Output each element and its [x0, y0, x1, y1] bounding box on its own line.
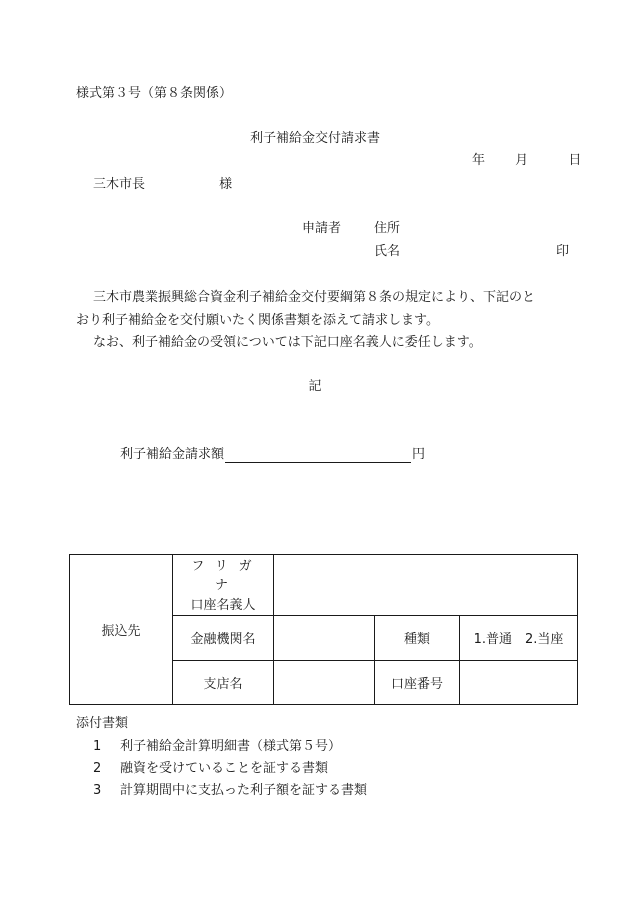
form-number: 様式第３号（第８条関係） [76, 86, 233, 101]
account-holder-field[interactable] [274, 593, 578, 615]
account-type-label: 種類 [375, 615, 460, 660]
account-type-options: 1.普通 2.当座 [460, 615, 578, 660]
claim-amount-field[interactable] [225, 448, 411, 463]
body-text-line-2: おり利子補給金を交付願いたく関係書類を添えて請求します。 [76, 313, 439, 328]
transfer-table [69, 554, 578, 705]
attachment-number: 3 [93, 783, 102, 798]
claim-amount-line [120, 447, 425, 463]
addressee [93, 177, 232, 193]
bank-name-field[interactable] [274, 615, 375, 660]
attachment-number: 1 [93, 739, 102, 754]
attachment-item [93, 761, 328, 777]
branch-name-label: 支店名 [173, 660, 274, 704]
body-text-line-3: なお、利子補給金の受領については下記口座名義人に委任します。 [93, 335, 482, 350]
attachment-text: 計算期間中に支払った利子額を証する書類 [120, 783, 368, 798]
bank-name-label: 金融機関名 [173, 615, 274, 660]
account-number-field[interactable] [460, 660, 578, 704]
date-year: 年 [472, 153, 486, 168]
account-number-label: 口座番号 [375, 660, 460, 704]
body-text-line-1: 三木市農業振興総合資金利子補給金交付要綱第８条の規定により、下記のと [93, 290, 536, 305]
transfer-section-label: 振込先 [70, 555, 173, 705]
branch-name-field[interactable] [274, 660, 375, 704]
attachment-number: 2 [93, 761, 102, 776]
account-holder-label: 口座名義人 [173, 593, 274, 615]
claim-amount-unit: 円 [412, 447, 426, 462]
attachment-text: 融資を受けていることを証する書類 [120, 761, 329, 776]
attachment-item [93, 783, 367, 799]
date-day: 日 [568, 153, 582, 168]
record-mark: 記 [308, 379, 322, 394]
claim-amount-label: 利子補給金請求額 [120, 447, 225, 462]
document-title: 利子補給金交付請求書 [249, 131, 380, 146]
date-month: 月 [515, 153, 529, 168]
attachments-heading: 添付書類 [76, 716, 129, 731]
attachment-item [93, 739, 341, 755]
addressee-honorific: 様 [219, 177, 233, 192]
furigana-field[interactable] [274, 555, 578, 594]
seal-mark: 印 [556, 244, 570, 259]
date-line [472, 153, 581, 169]
furigana-label: フリガナ [173, 555, 274, 594]
applicant-name-label: 氏名 [374, 244, 401, 259]
applicant-label: 申請者 [302, 221, 342, 236]
addressee-name: 三木市長 [93, 177, 146, 192]
applicant-address-label: 住所 [374, 221, 401, 236]
attachment-text: 利子補給金計算明細書（様式第５号） [120, 739, 342, 754]
